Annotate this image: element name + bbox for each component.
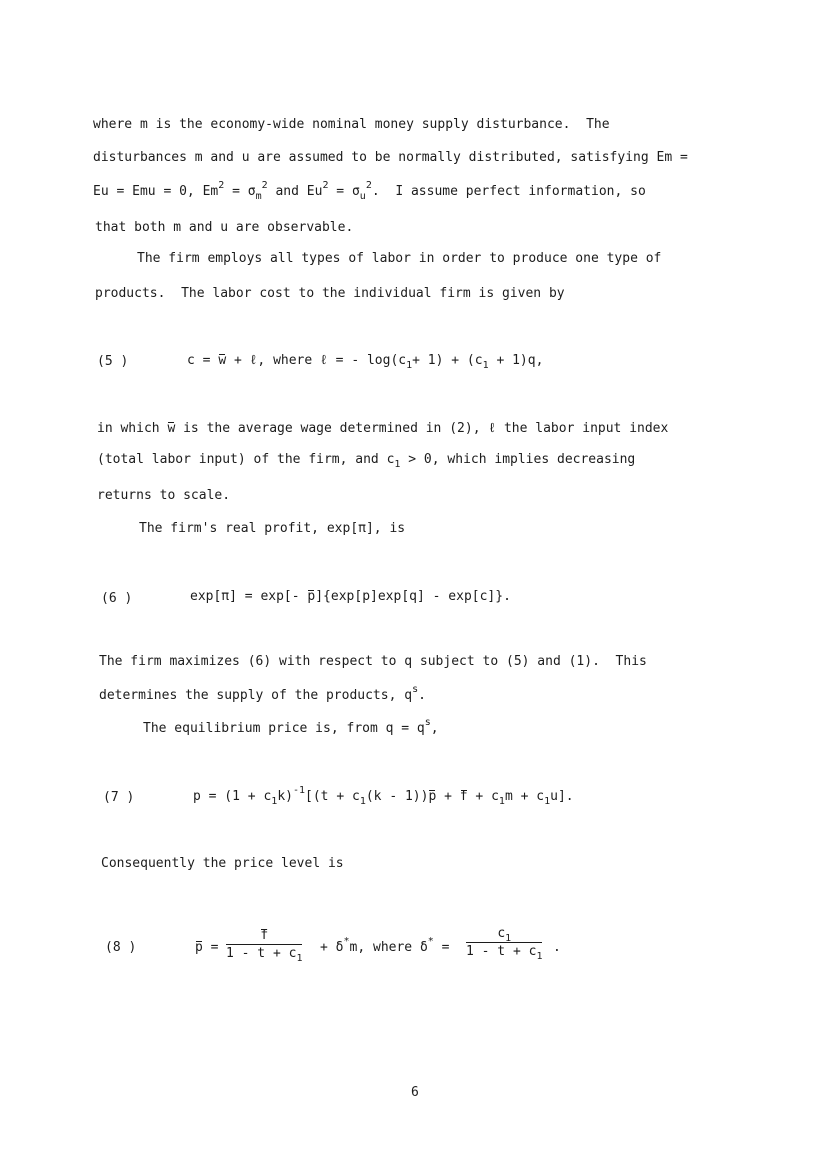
eq5-body: c = w + ℓ, where ℓ = - $\log(c_1+ 1) + (c_1 + 1)q$, [187, 353, 544, 371]
eq8-end: . [553, 940, 561, 955]
para3-line1: in which w is the average wage determined in (2), ℓ the labor input index [97, 421, 669, 436]
eq8-frac2-den: $1 - t + c_1$ [466, 944, 543, 962]
eq7-label: (7 ) [103, 790, 135, 805]
eq8-frac1-den: $1 - t + c_1$ [226, 946, 303, 964]
para3-line3: returns to scale. [97, 488, 231, 503]
para3-line4: The firm's real profit, exp[π], is [139, 521, 406, 536]
eq7-body: $p = (1 + c_1k)^{-1}[(t + c_1(k - 1))p + f + c_1m + c_1u]$. [193, 785, 574, 807]
eq6-body: exp[π] = exp[- p]{exp[p]exp[q] - exp[c]}. [190, 589, 511, 604]
para1-line4: that both m and u are observable. [95, 220, 354, 235]
page-number: 6 [411, 1085, 419, 1100]
eq8-fraction1 [226, 928, 303, 964]
eq8-frac2-num: $c_1$ [466, 926, 542, 943]
para2-line1: The firm employs all types of labor in order to produce one type of [137, 251, 662, 266]
eq8-middle: + δ*m, where δ* = [320, 936, 450, 955]
eq8-label: (8 ) [105, 940, 137, 955]
eq8-frac1-num: f [226, 928, 302, 945]
eq8-lhs: p = [195, 940, 219, 955]
eq6-label: (6 ) [101, 591, 133, 606]
para4-line3: The equilibrium price is, from $q = q^s$, [143, 717, 439, 736]
para2-line2: products. The labor cost to the individual firm is given by [95, 286, 565, 301]
eq8-fraction2 [466, 926, 543, 962]
para5-line1: Consequently the price level is [101, 856, 344, 871]
para1-line2: disturbances m and u are assumed to be normally distributed, satisfying Em = [93, 150, 688, 165]
para1-line1: where m is the economy-wide nominal money supply disturbance. The [93, 117, 610, 132]
para4-line2: determines the supply of the products, $q^s$. [99, 684, 426, 703]
eq5-label: (5 ) [97, 354, 129, 369]
para1-line3: Eu = Emu = 0, $Em^2 = \sigma_m^2$ and $Eu^2 = \sigma_u^2$. I assume perfect information, so [93, 180, 646, 202]
para4-line1: The firm maximizes (6) with respect to q subject to (5) and (1). This [99, 654, 647, 669]
para3-line2: (total labor input) of the firm, and $c_1 > 0$, which implies decreasing [97, 452, 636, 470]
